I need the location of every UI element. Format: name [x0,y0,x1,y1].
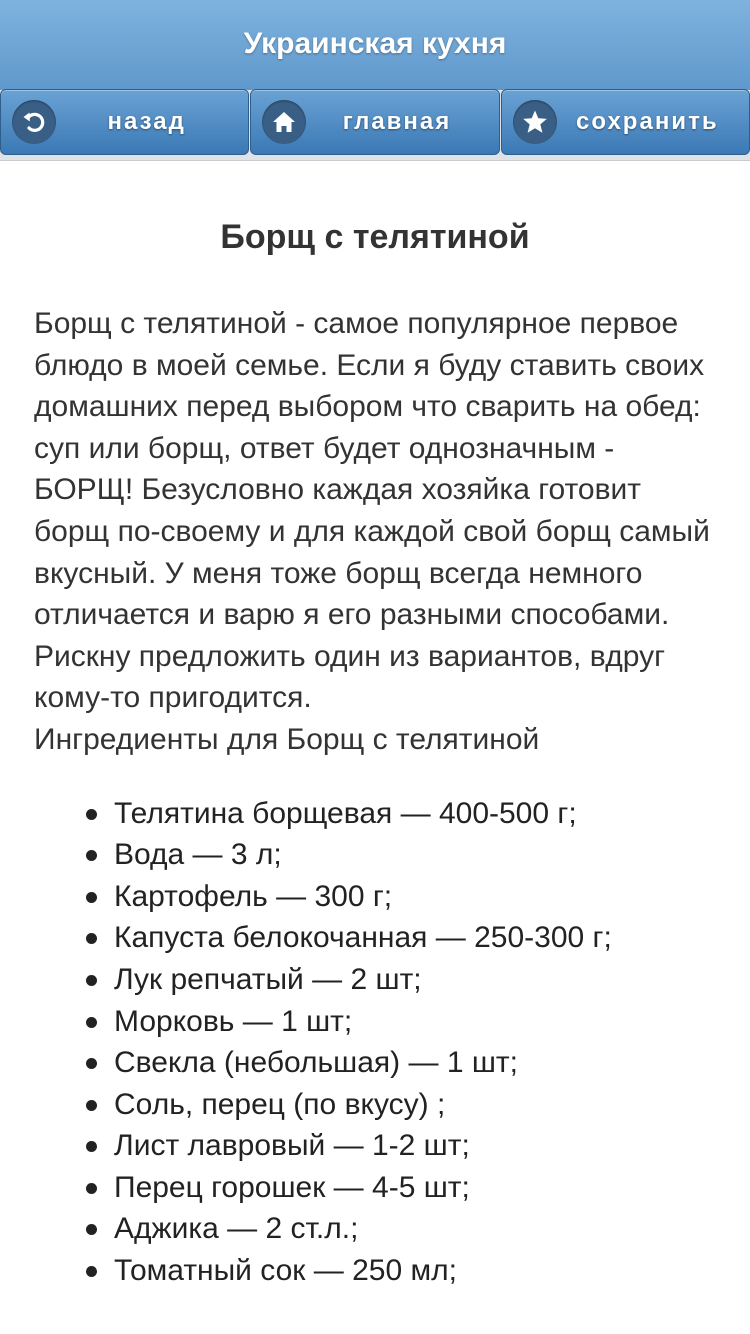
ingredient-item: Свекла (небольшая) — 1 шт; [86,1042,716,1084]
star-icon [513,100,557,144]
recipe-description: Борщ с телятиной - самое популярное первое блюдо в моей семье. Если я буду ставить своих домашних перед выбором что сварить на обед: суп или борщ, ответ будет однозначным - БОРЩ! Безусловно каждая хозяйка готовит борщ по-своему и для каждой свой борщ самый вкусный. У меня тоже борщ всегда немного отличается и варю я его разными способами. Рискну предложить один из вариантов, вдруг кому-то пригодится. [34,307,710,715]
ingredients-heading: Ингредиенты для Борщ с телятиной [34,722,540,756]
ingredient-item: Томатный сок — 250 мл; [86,1250,716,1292]
app-header [0,0,750,90]
home-icon [262,100,306,144]
app-title: Украинская кухня [243,27,507,60]
ingredient-item: Вода — 3 л; [86,834,716,876]
recipe-title: Борщ с телятиной [220,218,530,256]
ingredient-item: Лук репчатый — 2 шт; [86,959,716,1001]
home-button-label: главная [342,108,452,135]
recipe-content [0,160,750,1334]
save-button-label: сохранить [576,108,719,135]
ingredient-item: Перец горошек — 4-5 шт; [86,1167,716,1209]
ingredient-item: Капуста белокочанная — 250-300 г; [86,917,716,959]
back-arrow-icon [12,100,56,144]
home-button[interactable] [250,89,499,155]
save-button[interactable] [501,89,750,155]
ingredient-item: Картофель — 300 г; [86,876,716,918]
ingredient-item: Лист лавровый — 1-2 шт; [86,1125,716,1167]
ingredient-item: Аджика — 2 ст.л.; [86,1208,716,1250]
ingredient-item: Морковь — 1 шт; [86,1001,716,1043]
nav-bar [0,88,750,160]
back-button[interactable] [0,89,249,155]
ingredients-list [34,793,716,1292]
ingredient-item: Телятина борщевая — 400-500 г; [86,793,716,835]
back-button-label: назад [107,108,186,135]
ingredient-item: Соль, перец (по вкусу) ; [86,1084,716,1126]
